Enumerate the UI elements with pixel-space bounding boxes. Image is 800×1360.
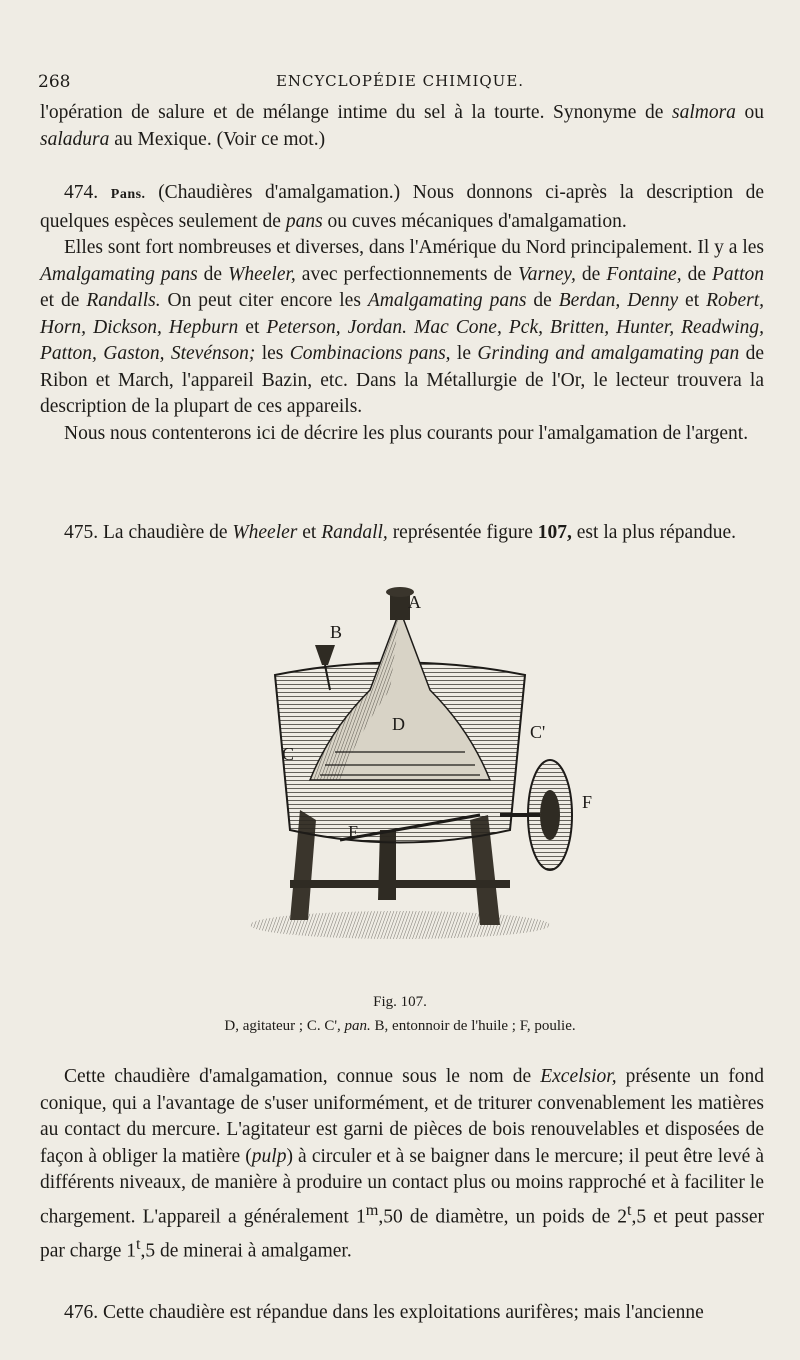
- label-e: E: [348, 822, 359, 842]
- page-header: [38, 72, 762, 96]
- figure-caption: D, agitateur ; C. C', pan. B, entonnoir de l'huile ; F, poulie.: [224, 1018, 576, 1034]
- page-number: 268: [38, 72, 71, 92]
- oil-funnel: [315, 645, 335, 665]
- section-number: 474.: [64, 182, 99, 203]
- figure-label: Fig. 107.: [373, 994, 427, 1010]
- paragraph-salure: l'opération de salure et de mélange intime du sel à la tourte. Synonyme de salmora ou saladura au Mexique. (Voir ce mot.): [40, 102, 764, 150]
- amalgamation-pan-engraving: [230, 580, 600, 970]
- label-b: B: [330, 622, 343, 642]
- label-c: C: [282, 744, 295, 764]
- paragraph-474: 474. Pans. (Chaudières d'amalgamation.) Nous donnons ci-après la description de quelques espèces seulement de pans ou cuves mécaniques d'amalgamation. Elles sont fort nombreuses et diverses, dans l'Amérique du Nord principalement. Il y a les Amalgamating pans de Wheeler, avec perfectionnements de Varney, de Fontaine, de Patton et de Randalls. On peut citer encore les Amalgamating pans de Berdan, Denny et Robert, Horn, Dickson, Hepburn et Peterson, Jordan. Mac Cone, Pck, Britten, Hunter, Readwing, Patton, Gaston, Stevénson; les Combinacions pans, le Grinding and amalgamating pan de Ribon et March, l'appareil Bazin, etc. Dans la Métallurgie de l'Or, le lecteur trouvera la description de la plupart de ces appareils. Nous nous contenterons ici de décrire les plus courants pour l'amalgamation de l'argent.: [40, 180, 764, 447]
- paragraph-476: 476. Cette chaudière est répandue dans les exploitations aurifères; mais l'ancienne: [64, 1302, 704, 1323]
- label-c-prime: C': [530, 722, 546, 742]
- paragraph-474-conclusion: Nous nous contenterons ici de décrire les plus courants pour l'amalgamation de l'argent.: [64, 422, 749, 444]
- paragraph-excelsior: Cette chaudière d'amalgamation, connue sous le nom de Excelsior, présente un fond conique, qui a l'avantage de s'user uniformément, et de triturer convenablement les matières au contact du mercure. L'agitateur est garni de pièces de bois renouvelables et disposées de façon à obliger la matière (pulp) à circuler et à se baigner dans le mercure; il peut être levé à différents niveaux, de manière à produire un contact plus ou moins rapproché et à faciliter le chargement. L'appareil a généralement 1$^m$,50 de diamètre, un poids de 2$^t$,5 et peut passer par charge 1$^t$,5 de minerai à amalgamer.: [40, 1066, 764, 1261]
- label-d: D: [392, 714, 405, 734]
- label-a: A: [408, 592, 421, 612]
- figure-107-illustration: [230, 580, 600, 970]
- section-term: Pans.: [110, 187, 146, 202]
- label-f: F: [582, 792, 593, 812]
- running-title: ENCYCLOPÉDIE CHIMIQUE.: [275, 72, 525, 90]
- paragraph-474-list: Elles sont fort nombreuses et diverses, dans l'Amérique du Nord principalement. Il y a les Amalgamating pans de Wheeler, avec perfectionnements de Varney, de Fontaine, de Patton et de Randalls. On peut citer encore les Amalgamating pans de Berdan, Denny et Robert, Horn, Dickson, Hepburn et Peterson, Jordan. Mac Cone, Pck, Britten, Hunter, Readwing, Patton, Gaston, Stevénson; les Combinacions pans, le Grinding and amalgamating pan de Ribon et March, l'appareil Bazin, etc. Dans la Métallurgie de l'Or, le lecteur trouvera la description de la plupart de ces appareils.: [40, 237, 765, 417]
- paragraph-475: 475. La chaudière de Wheeler et Randall, représentée figure 107, est la plus répandue.: [64, 522, 736, 543]
- base-frame: [290, 880, 510, 888]
